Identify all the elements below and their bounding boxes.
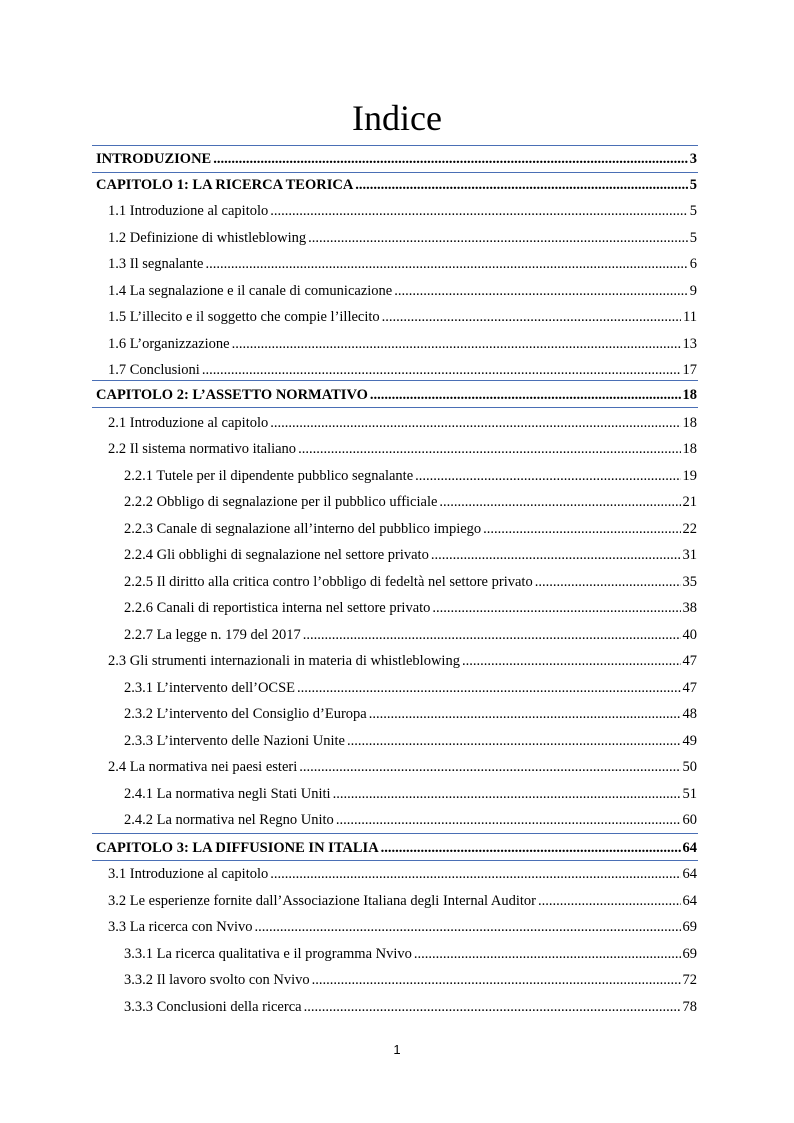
divider xyxy=(92,833,698,834)
toc-entry-page: 69 xyxy=(682,919,697,935)
toc-entry-page: 64 xyxy=(682,893,697,909)
toc-entry-page: 64 xyxy=(682,840,697,856)
toc-entry[interactable] xyxy=(108,864,697,884)
toc-entry-page: 47 xyxy=(682,680,697,696)
divider xyxy=(92,407,698,408)
toc-entry[interactable] xyxy=(108,254,697,274)
toc-entry-label: 2.2.1 Tutele per il dipendente pubblico segnalante xyxy=(124,468,414,484)
toc-entry-page: 40 xyxy=(682,627,697,643)
toc-entry[interactable] xyxy=(108,201,697,221)
toc-entry-label: 2.2.6 Canali di reportistica interna nel settore privato xyxy=(124,600,431,616)
toc-entry[interactable] xyxy=(108,891,697,911)
toc-entry-label: INTRODUZIONE xyxy=(96,151,212,167)
leader-dots xyxy=(538,891,681,911)
leader-dots xyxy=(333,784,681,804)
toc-entry-label: 2.3.1 L’intervento dell’OCSE xyxy=(124,680,296,696)
leader-dots xyxy=(270,201,687,221)
toc-entry[interactable] xyxy=(96,175,697,195)
toc-entry-label: CAPITOLO 1: LA RICERCA TEORICA xyxy=(96,177,354,193)
leader-dots xyxy=(382,307,681,327)
toc-entry-label: 3.3.2 Il lavoro svolto con Nvivo xyxy=(124,972,310,988)
leader-dots xyxy=(312,970,681,990)
toc-entry-label: 2.3 Gli strumenti internazionali in materia di whistleblowing xyxy=(108,653,460,669)
toc-entry-page: 38 xyxy=(682,600,697,616)
leader-dots xyxy=(270,413,680,433)
toc-entry-page: 64 xyxy=(682,866,697,882)
toc-entry[interactable] xyxy=(108,917,697,937)
toc-entry[interactable] xyxy=(124,572,697,592)
toc-entry-label: 3.1 Introduzione al capitolo xyxy=(108,866,269,882)
toc-entry-page: 22 xyxy=(682,521,697,537)
leader-dots xyxy=(415,466,680,486)
leader-dots xyxy=(213,149,688,169)
leader-dots xyxy=(232,334,681,354)
toc-entry-label: 1.1 Introduzione al capitolo xyxy=(108,203,269,219)
toc-entry-label: 1.5 L’illecito e il soggetto che compie l’illecito xyxy=(108,309,380,325)
divider xyxy=(92,145,698,146)
toc-entry[interactable] xyxy=(124,944,697,964)
leader-dots xyxy=(414,944,681,964)
toc-entry-page: 49 xyxy=(682,733,697,749)
leader-dots xyxy=(394,281,688,301)
toc-entry[interactable] xyxy=(124,466,697,486)
toc-entry[interactable] xyxy=(124,704,697,724)
toc-entry[interactable] xyxy=(108,439,697,459)
leader-dots xyxy=(432,598,680,618)
toc-entry-label: 1.4 La segnalazione e il canale di comunicazione xyxy=(108,283,393,299)
leader-dots xyxy=(347,731,681,751)
leader-dots xyxy=(304,997,681,1017)
leader-dots xyxy=(535,572,681,592)
toc-entry-page: 50 xyxy=(682,759,697,775)
leader-dots xyxy=(431,545,681,565)
toc-entry[interactable] xyxy=(124,810,697,830)
leader-dots xyxy=(439,492,680,512)
toc-entry-label: 1.2 Definizione di whistleblowing xyxy=(108,230,307,246)
toc-entry-label: CAPITOLO 2: L’ASSETTO NORMATIVO xyxy=(96,387,368,403)
leader-dots xyxy=(255,917,681,937)
toc-entry-page: 78 xyxy=(682,999,697,1015)
toc-entry-label: 2.3.2 L’intervento del Consiglio d’Europa xyxy=(124,706,367,722)
toc-entry-label: 2.4.2 La normativa nel Regno Unito xyxy=(124,812,334,828)
toc-entry-page: 6 xyxy=(689,256,697,272)
leader-dots xyxy=(381,838,681,858)
leader-dots xyxy=(297,678,680,698)
toc-entry-page: 72 xyxy=(682,972,697,988)
toc-entry[interactable] xyxy=(124,625,697,645)
toc-entry[interactable] xyxy=(124,997,697,1017)
toc-entry-label: 1.3 Il segnalante xyxy=(108,256,204,272)
toc-entry[interactable] xyxy=(108,307,697,327)
toc-entry-page: 21 xyxy=(682,494,697,510)
toc-entry-page: 47 xyxy=(682,653,697,669)
toc-entry-label: 3.3.3 Conclusioni della ricerca xyxy=(124,999,302,1015)
toc-entry-label: 2.4.1 La normativa negli Stati Uniti xyxy=(124,786,331,802)
toc-entry-page: 13 xyxy=(682,336,697,352)
toc-entry[interactable] xyxy=(108,334,697,354)
toc-entry[interactable] xyxy=(124,970,697,990)
toc-entry-page: 35 xyxy=(682,574,697,590)
toc-entry-label: 3.3 La ricerca con Nvivo xyxy=(108,919,253,935)
leader-dots xyxy=(202,360,681,380)
toc-entry-label: 2.2.7 La legge n. 179 del 2017 xyxy=(124,627,301,643)
page-number: 1 xyxy=(393,1042,401,1057)
toc-entry[interactable] xyxy=(108,413,697,433)
toc-entry-page: 19 xyxy=(682,468,697,484)
toc-entry-page: 18 xyxy=(682,441,697,457)
page-title: Indice xyxy=(352,98,442,138)
toc-entry-label: CAPITOLO 3: LA DIFFUSIONE IN ITALIA xyxy=(96,840,379,856)
toc-entry-label: 2.3.3 L’intervento delle Nazioni Unite xyxy=(124,733,345,749)
toc-entry-page: 5 xyxy=(689,177,697,193)
toc-entry[interactable] xyxy=(96,149,697,169)
divider xyxy=(92,860,698,861)
leader-dots xyxy=(462,651,681,671)
leader-dots xyxy=(308,228,688,248)
toc-entry-page: 5 xyxy=(689,230,697,246)
toc-entry-label: 1.6 L’organizzazione xyxy=(108,336,230,352)
toc-entry-page: 18 xyxy=(682,415,697,431)
toc-entry-label: 3.2 Le esperienze fornite dall’Associazione Italiana degli Internal Auditor xyxy=(108,893,536,909)
toc-entry[interactable] xyxy=(124,598,697,618)
toc-entry-page: 48 xyxy=(682,706,697,722)
leader-dots xyxy=(270,864,680,884)
toc-entry[interactable] xyxy=(96,385,697,405)
toc-entry[interactable] xyxy=(108,651,697,671)
toc-entry-page: 9 xyxy=(689,283,697,299)
toc-entry-label: 2.2.2 Obbligo di segnalazione per il pubblico ufficiale xyxy=(124,494,438,510)
toc-entry-page: 31 xyxy=(682,547,697,563)
toc-entry[interactable] xyxy=(108,228,697,248)
leader-dots xyxy=(298,439,680,459)
leader-dots xyxy=(370,385,681,405)
toc-entry[interactable] xyxy=(108,281,697,301)
toc-entry-page: 11 xyxy=(683,309,697,325)
toc-entry-page: 17 xyxy=(682,362,697,378)
leader-dots xyxy=(336,810,681,830)
toc-entry-label: 2.2.5 Il diritto alla critica contro l’obbligo di fedeltà nel settore privato xyxy=(124,574,533,590)
leader-dots xyxy=(303,625,681,645)
toc-entry-page: 51 xyxy=(682,786,697,802)
toc-entry-label: 2.4 La normativa nei paesi esteri xyxy=(108,759,298,775)
toc-entry[interactable] xyxy=(124,519,697,539)
leader-dots xyxy=(205,254,687,274)
toc-entry-label: 3.3.1 La ricerca qualitativa e il programma Nvivo xyxy=(124,946,412,962)
toc-entry-label: 2.2 Il sistema normativo italiano xyxy=(108,441,297,457)
leader-dots xyxy=(355,175,687,195)
toc-entry[interactable] xyxy=(96,838,697,858)
toc-entry-label: 2.2.4 Gli obblighi di segnalazione nel settore privato xyxy=(124,547,429,563)
leader-dots xyxy=(299,757,680,777)
toc-entry-label: 2.2.3 Canale di segnalazione all’interno del pubblico impiego xyxy=(124,521,482,537)
toc-entry[interactable] xyxy=(124,731,697,751)
divider xyxy=(92,380,698,381)
toc-entry-page: 60 xyxy=(682,812,697,828)
toc-entry-page: 3 xyxy=(689,151,697,167)
toc-entry[interactable] xyxy=(124,784,697,804)
toc-entry-page: 5 xyxy=(689,203,697,219)
toc-entry[interactable] xyxy=(108,757,697,777)
toc-entry-label: 2.1 Introduzione al capitolo xyxy=(108,415,269,431)
toc-entry[interactable] xyxy=(124,678,697,698)
toc-entry[interactable] xyxy=(108,360,697,380)
leader-dots xyxy=(369,704,681,724)
toc-entry-page: 69 xyxy=(682,946,697,962)
divider xyxy=(92,172,698,173)
toc-entry-label: 1.7 Conclusioni xyxy=(108,362,200,378)
toc-entry-page: 18 xyxy=(682,387,697,403)
leader-dots xyxy=(483,519,680,539)
toc-entry[interactable] xyxy=(124,545,697,565)
toc-entry[interactable] xyxy=(124,492,697,512)
